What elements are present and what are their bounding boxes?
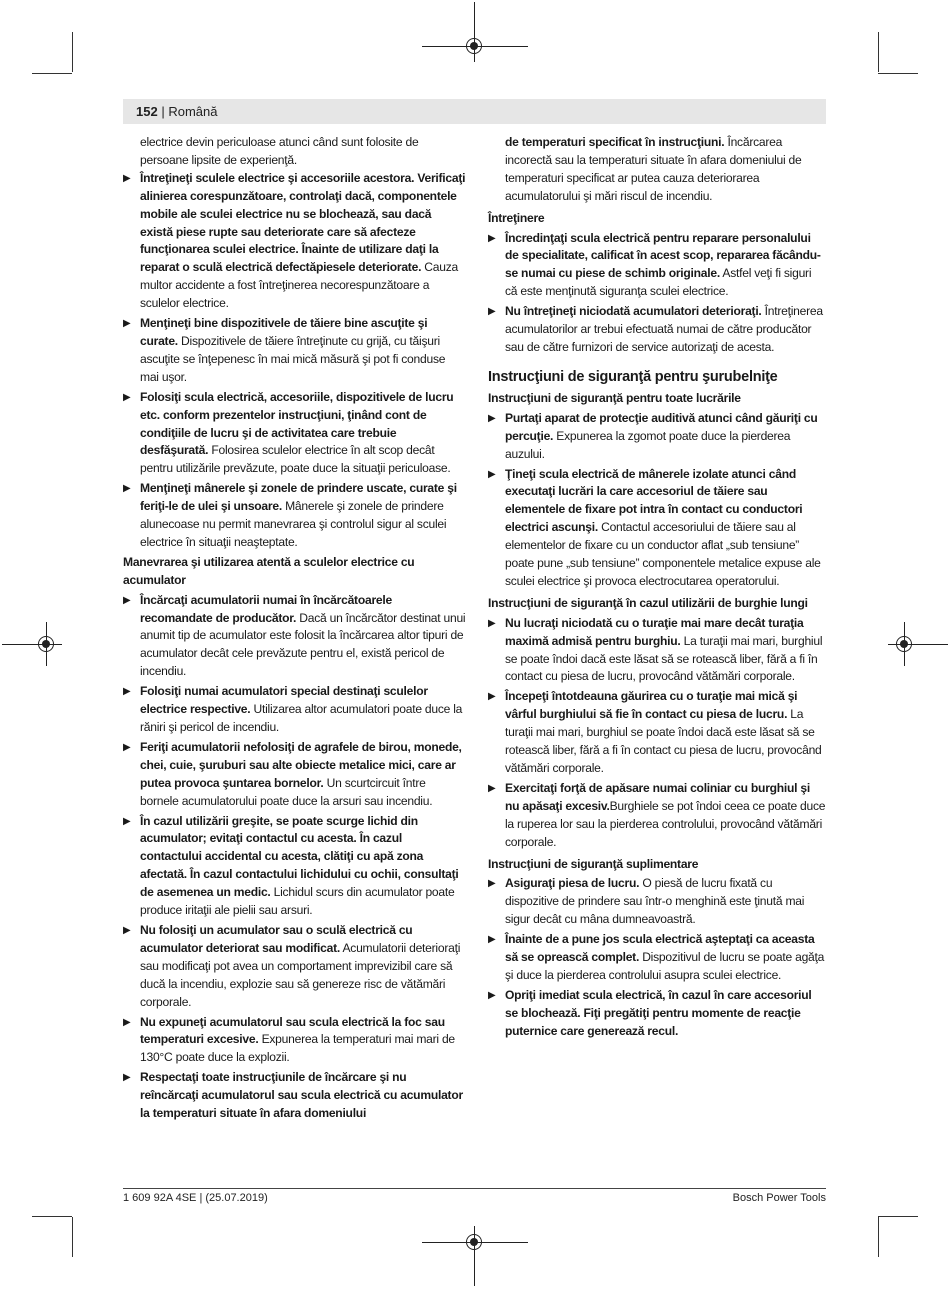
list-item [488, 230, 826, 302]
registration-mark-icon [38, 636, 54, 652]
safety-list [123, 170, 466, 552]
crop-mark [878, 73, 918, 74]
crop-mark [878, 32, 879, 72]
item-bold-text: Nu expuneţi acumulatorul sau scula electrică la foc sau temperaturi excesive. [140, 1014, 445, 1047]
bullet-arrow-icon: ▶ [488, 306, 496, 318]
item-text: Dispozitivul de lucru se poate agăţa şi duce la pierderea controlului asupra sculei electrice. [505, 950, 825, 982]
crop-mark [878, 1217, 879, 1257]
registration-mark-icon [466, 38, 482, 54]
list-item [123, 389, 466, 479]
item-bold-text: Încredinţaţi scula electrică pentru reparare personalului de specialitate, calificat în acest scop, repararea făcându-se numai cu piese de schimb originale. [505, 230, 821, 281]
bullet-arrow-icon: ▶ [123, 1016, 131, 1028]
list-item [123, 683, 466, 737]
list-item [123, 739, 466, 811]
item-bold-text: Exercitaţi forţă de apăsare numai coliniar cu burghiul şi nu apăsaţi excesiv. [505, 780, 810, 813]
bullet-arrow-icon: ▶ [488, 691, 496, 703]
bullet-arrow-icon: ▶ [488, 989, 496, 1001]
item-bold-text: Menţineţi bine dispozitivele de tăiere bine ascuţite şi curate. [140, 316, 428, 348]
bullet-arrow-icon: ▶ [123, 741, 131, 753]
bullet-arrow-icon: ▶ [488, 878, 496, 890]
item-bold-text: Opriţi imediat scula electrică, în cazul în care accesoriul se blochează. Fiţi pregătiţi pentru momente de reacţie puternice care generează recul. [505, 987, 812, 1038]
item-bold-text: Menţineţi mânerele şi zonele de prindere uscate, curate şi feriţi-le de ulei şi unsoare. [140, 481, 457, 514]
list-item [123, 592, 466, 682]
bullet-arrow-icon: ▶ [488, 934, 496, 946]
right-column [488, 134, 826, 1043]
page-header [123, 99, 826, 124]
header-language: Română [168, 104, 218, 119]
item-text: Folosirea sculelor electrice în alt scop decât pentru utilizările prevăzute, poate duce la situaţii periculoase. [140, 443, 451, 476]
list-item [123, 1014, 466, 1068]
item-text: Contactul accesoriului de tăiere sau al elementelor de fixare cu un conductor aflat „sub tensiune” poate pune „sub tensiune” componentele metalice expuse ale sculei electrice şi provoca electrocutarea operatorului. [505, 520, 821, 588]
item-bold-text: Începeţi întotdeauna găurirea cu o turaţie mai mică şi vârful burghiului să fie în contact cu piesa de lucru. [505, 689, 798, 722]
list-item [488, 303, 826, 357]
safety-list [488, 230, 826, 357]
left-column [123, 134, 466, 1125]
registration-mark-icon [466, 1234, 482, 1250]
safety-list [488, 410, 826, 591]
crop-mark [72, 1217, 73, 1257]
subheading: Instrucţiuni de siguranţă în cazul utilizării de burghie lungi [488, 595, 808, 610]
list-item [123, 315, 466, 387]
item-bold-text: În cazul utilizării greşite, se poate scurge lichid din acumulator; evitaţi contactul cu acesta. În cazul contactului accidental cu acesta, clătiţi cu apă zona afectată. În cazul contactului lichidului cu ochii, consultaţi de asemenea un medic. [140, 813, 459, 900]
list-item [123, 922, 466, 1012]
item-text: Burghiele se pot îndoi ceea ce poate duce la ruperea lor sau la pierderea controlului, provocând vătămări corporale. [505, 798, 826, 849]
item-bold-text: Încărcaţi acumulatorii numai în încărcătoarele recomandate de producător. [140, 592, 392, 625]
item-bold-text: Întreţineţi sculele electrice şi accesoriile acestora. Verificaţi alinierea corespunzătoare, controlaţi dacă, componentele mobile ale sculei electrice nu se blochează, sau dacă există piese rupte sau deteriorate care să afecteze funcţionarea sculei electrice. Înainte de utilizare daţi la reparat o sculă electrică defectăpiesele deteriorate. [140, 170, 466, 275]
crop-mark [32, 73, 72, 74]
subheading: Întreţinere [488, 210, 545, 225]
item-bold-text: Nu folosiţi un acumulator sau o sculă electrică cu acumulator deteriorat sau modificat. [140, 922, 413, 955]
item-text: Expunerea la zgomot poate duce la pierderea auzului. [505, 428, 791, 461]
item-text: La turaţii mai mari, burghiul se poate îndoi dacă este lăsat să se rotească liber, fără a fi în contact cu piesa de lucru, provocând vătămări corporale. [505, 707, 822, 775]
item-text: Expunerea la temperaturi mai mari de 130°C poate duce la explozii. [140, 1032, 455, 1065]
footer-divider [123, 1188, 826, 1189]
bullet-arrow-icon: ▶ [123, 594, 131, 606]
bullet-arrow-icon: ▶ [123, 391, 131, 403]
list-item [488, 931, 826, 985]
item-bold-text: Purtaţi aparat de protecţie auditivă atunci când găuriţi cu percuţie. [505, 410, 818, 443]
bullet-arrow-icon: ▶ [123, 815, 131, 827]
page-header-text [136, 104, 217, 119]
item-text: Lichidul scurs din acumulator poate produce iritaţii ale pielii sau arsuri. [140, 885, 455, 918]
bullet-arrow-icon: ▶ [488, 617, 496, 629]
item-text: Utilizarea altor acumulatori poate duce la răniri şi pericol de incendiu. [140, 702, 463, 734]
safety-list [123, 592, 466, 1123]
item-bold-text: Feriţi acumulatorii nefolosiţi de agrafele de birou, monede, chei, cuie, şuruburi sau alte obiecte metalice mici, care ar putea provoca şuntarea bornelor. [140, 739, 462, 790]
list-item [123, 813, 466, 920]
list-item [488, 410, 826, 464]
crop-mark [72, 32, 73, 72]
page-number: 152 [136, 104, 158, 119]
item-text: Astfel veţi fi siguri că este menţinută siguranţa sculei electrice. [505, 266, 812, 299]
item-text: Mânerele şi zonele de prindere alunecoase nu permit manevrarea şi controlul sigur al sculei electrice în situaţii neaşteptate. [140, 499, 447, 549]
crop-mark [32, 1216, 72, 1217]
bullet-arrow-icon: ▶ [123, 483, 131, 495]
bullet-arrow-icon: ▶ [488, 468, 496, 480]
bullet-arrow-icon: ▶ [123, 924, 131, 936]
item-bold-text: Folosiţi numai acumulatori special destinaţi sculelor electrice respective. [140, 684, 428, 717]
list-item [488, 987, 826, 1041]
header-separator: | [161, 104, 165, 119]
list-item [488, 466, 826, 591]
list-item [488, 875, 826, 929]
item-text: Un scurtcircuit între bornele acumulatorului poate duce la arsuri sau incendiu. [140, 775, 433, 808]
list-item [123, 480, 466, 552]
safety-list [488, 875, 826, 1040]
item-text: Cauza multor accidente a fost întreţinerea necorespunzătoare a sculelor electrice. [140, 260, 459, 311]
continuation-bold: de temperaturi specificat în instrucţiuni. [505, 135, 725, 149]
item-bold-text: Folosiţi scula electrică, accesoriile, dispozitivele de lucru etc. conform prezentelor instrucţiuni, ţinând cont de condiţiile de lucru şi de activitatea care trebuie desfăşurată. [140, 389, 454, 458]
safety-list [488, 615, 826, 852]
item-bold-text: Ţineţi scula electrică de mânerele izolate atunci când executaţi lucrări la care accesoriul de tăiere sau elementele de fixare pot intra în contact cu conductori electrici ascunşi. [505, 466, 803, 535]
item-bold-text: Nu întreţineţi niciodată acumulatori deterioraţi. [505, 304, 762, 319]
footer-brand: Bosch Power Tools [732, 1192, 826, 1204]
continuation-text: electrice devin periculoase atunci când sunt folosite de persoane lipsite de experienţă. [140, 135, 419, 167]
item-text: Dispozitivele de tăiere întreţinute cu grijă, cu tăişuri ascuţite se înţepenesc în mai mică măsură şi pot fi conduse mai uşor. [140, 333, 446, 384]
subheading: Instrucţiuni de siguranţă pentru toate lucrările [488, 390, 741, 405]
item-text: Întreţinerea acumulatorilor ar trebui efectuată numai de către producător sau de către furnizori de service autorizaţi de acesta. [505, 304, 823, 354]
bullet-arrow-icon: ▶ [123, 686, 131, 698]
list-item [123, 1069, 466, 1123]
item-bold-text: Respectaţi toate instrucţiunile de încărcare şi nu reîncărcaţi acumulatorul sau scula electrică cu acumulator la temperaturi situate în afara domeniului [140, 1070, 463, 1121]
bullet-arrow-icon: ▶ [123, 172, 131, 184]
item-text: O piesă de lucru fixată cu dispozitive de prindere sau într-o menghină este ţinută mai sigur decât cu mâna dumneavoastră. [505, 876, 805, 927]
subheading: Instrucţiuni de siguranţă suplimentare [488, 856, 699, 871]
continuation-normal: Încărcarea incorectă sau la temperaturi situate în afara domeniului de temperaturi specificat ar putea cauza deteriorarea acumulatorului şi mări riscul de incendiu. [505, 135, 802, 203]
list-item [488, 615, 826, 687]
subheading: Manevrarea şi utilizarea atentă a sculelor electrice cu acumulator [123, 554, 415, 587]
continuation-text [505, 134, 826, 206]
footer-document-id: 1 609 92A 4SE | (25.07.2019) [123, 1192, 268, 1204]
item-bold-text: Nu lucraţi niciodată cu o turaţie mai mare decât turaţia maximă admisă pentru burghiu. [505, 615, 804, 648]
item-text: Dacă un încărcător destinat unui anumit tip de acumulator este folosit la încărcarea altor tipuri de acumulator decât cele prevăzute pentru el, există pericol de incendiu. [140, 610, 466, 679]
section-heading: Instrucţiuni de siguranţă pentru şurubelniţe [488, 368, 778, 385]
list-item [123, 170, 466, 313]
crop-mark [878, 1216, 918, 1217]
item-bold-text: Înainte de a pune jos scula electrică aşteptaţi ca aceasta să se oprească complet. [505, 932, 815, 965]
bullet-arrow-icon: ▶ [488, 412, 496, 424]
bullet-arrow-icon: ▶ [488, 232, 496, 244]
item-text: La turaţii mai mari, burghiul se poate îndoi dacă este lăsat să se rotească liber, fără a fi în contact cu piesa de lucru, provocând vătămări corporale. [505, 633, 823, 684]
bullet-arrow-icon: ▶ [488, 782, 496, 794]
bullet-arrow-icon: ▶ [123, 318, 131, 330]
bullet-arrow-icon: ▶ [123, 1072, 131, 1084]
registration-mark-icon [896, 636, 912, 652]
item-text: Acumulatorii deterioraţi sau modificaţi pot avea un comportament imprevizibil care să ducă la incendiu, explozie sau să genereze risc de vătămări corporale. [140, 940, 461, 1009]
item-bold-text: Asiguraţi piesa de lucru. [505, 876, 640, 891]
list-item [488, 780, 826, 852]
list-item [488, 688, 826, 778]
